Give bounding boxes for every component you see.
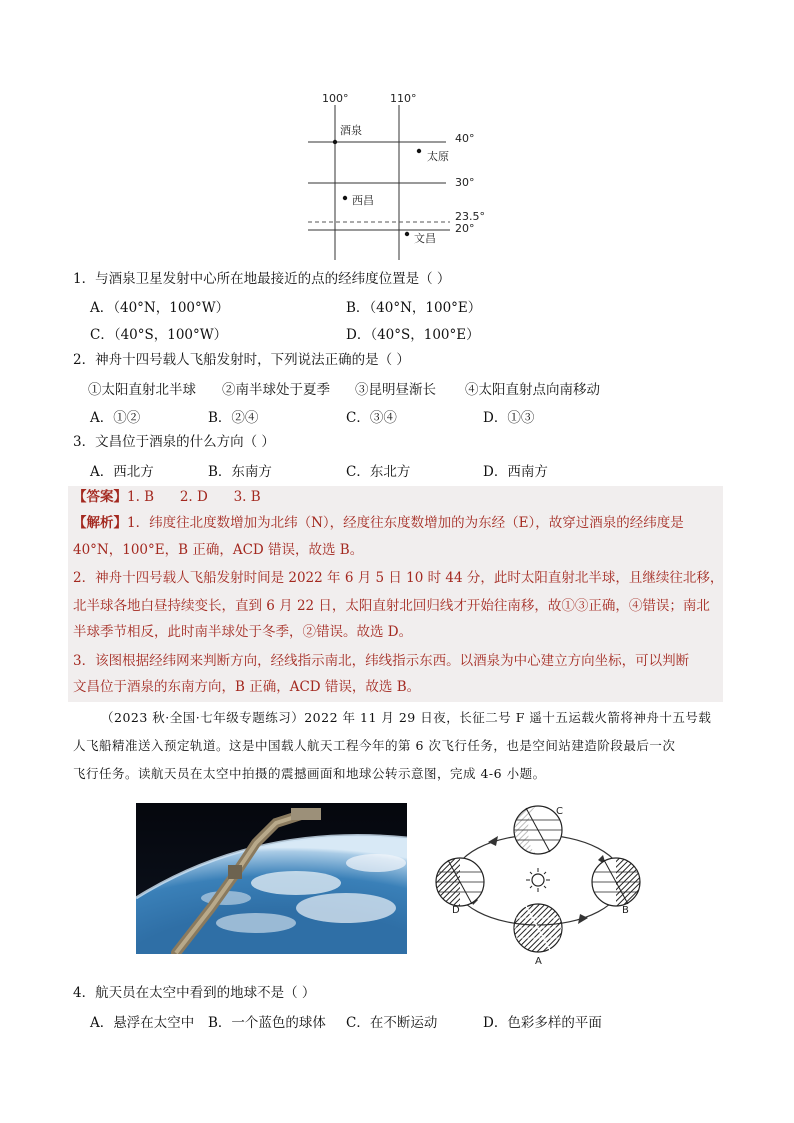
analysis-line-4: 北半球各地白昼持续变长，直到 6 月 22 日，太阳直射北回归线才开始往南移，故①③正确，④错误；南北 xyxy=(73,598,710,614)
space-station-earth-photo xyxy=(136,803,407,954)
analysis-text-1: 1．纬度往北度数增加为北纬（N），经度往东度数增加的为东经（E），故穿过酒泉的经纬度是 xyxy=(127,515,684,531)
q4-option-c: C．在不断运动 xyxy=(346,1015,438,1031)
q4-stem: 4．航天员在太空中看到的地球不是（ ） xyxy=(73,985,316,1001)
q3-option-b: B．东南方 xyxy=(208,464,272,480)
q4-option-d: D．色彩多样的平面 xyxy=(483,1015,602,1031)
taiyuan-dot xyxy=(417,149,421,153)
q4-option-a: A．悬浮在太空中 xyxy=(90,1015,195,1031)
q2-stem: 2．神舟十四号载人飞船发射时，下列说法正确的是（ ） xyxy=(73,352,410,368)
city-xichang: 西昌 xyxy=(352,194,374,207)
analysis-line-1 xyxy=(73,513,684,533)
passage-line-3: 飞行任务。读航天员在太空中拍摄的震撼画面和地球公转示意图，完成 4-6 小题。 xyxy=(73,766,546,781)
q2-option-c: C．③④ xyxy=(346,410,397,426)
lat-label-30: 30° xyxy=(455,176,475,189)
q1-option-c: C．（40°S，100°W） xyxy=(90,327,228,343)
answer-text: 1. B 2. D 3. B xyxy=(127,489,261,505)
q3-option-d: D．西南方 xyxy=(483,464,548,480)
city-jiuquan: 酒泉 xyxy=(340,124,362,137)
lat-label-23-5: 23.5° xyxy=(455,210,485,223)
earth-top xyxy=(514,806,562,854)
analysis-line-5: 半球季节相反，此时南半球处于冬季，②错误。故选 D。 xyxy=(73,624,413,640)
earth-left xyxy=(436,858,484,906)
q2-statement-1: ①太阳直射北半球 xyxy=(88,382,196,398)
q3-option-a: A．西北方 xyxy=(90,464,154,480)
q2-option-a: A．①② xyxy=(90,410,141,426)
q1-option-d: D．（40°S，100°E） xyxy=(346,327,480,343)
sun-icon xyxy=(532,874,544,886)
q2-option-b: B．②④ xyxy=(208,410,259,426)
lon-label-110: 110° xyxy=(390,92,417,105)
city-wenchang: 文昌 xyxy=(414,232,436,245)
passage-line-2: 人飞船精准送入预定轨道。这是中国载人航天工程今年的第 6 次飞行任务，也是空间站建造阶段最后一次 xyxy=(73,738,676,753)
q3-option-c: C．东北方 xyxy=(346,464,411,480)
q2-statement-4: ④太阳直射点向南移动 xyxy=(465,382,600,398)
q1-option-b: B．（40°N，100°E） xyxy=(346,300,482,316)
orbit-label-b: B xyxy=(622,905,629,916)
q2-statement-3: ③昆明昼渐长 xyxy=(355,382,436,398)
earth-revolution-diagram xyxy=(428,800,648,970)
q2-statement-2: ②南半球处于夏季 xyxy=(222,382,330,398)
q3-stem: 3．文昌位于酒泉的什么方向（ ） xyxy=(73,434,275,450)
earth-right xyxy=(592,858,640,906)
analysis-line-7: 文昌位于酒泉的东南方向，B 正确，ACD 错误，故选 B。 xyxy=(73,679,421,695)
q1-stem: 1．与酒泉卫星发射中心所在地最接近的点的经纬度位置是（ ） xyxy=(73,271,451,287)
orbit-label-d: D xyxy=(452,905,460,916)
city-taiyuan: 太原 xyxy=(427,150,449,163)
wenchang-dot xyxy=(405,232,409,236)
passage xyxy=(73,704,723,788)
analysis-line-2: 40°N，100°E，B 正确，ACD 错误，故选 B。 xyxy=(73,542,364,558)
analysis-label: 【解析】 xyxy=(73,515,127,531)
earth-bottom xyxy=(514,904,562,952)
analysis-line-3: 2．神舟十四号载人飞船发射时间是 2022 年 6 月 5 日 10 时 44 分，此时太阳直射北半球，且继续往北移， xyxy=(73,570,724,586)
passage-line-1: （2023 秋·全国·七年级专题练习）2022 年 11 月 29 日夜，长征二号 F 遥十五运载火箭将神舟十五号载 xyxy=(101,710,712,725)
orbit-label-c: C xyxy=(556,806,563,817)
jiuquan-dot xyxy=(333,140,337,144)
q4-option-b: B．一个蓝色的球体 xyxy=(208,1015,326,1031)
orbit-label-a: A xyxy=(535,956,542,967)
xichang-dot xyxy=(343,196,347,200)
q1-option-a: A．（40°N，100°W） xyxy=(90,300,230,316)
q2-option-d: D．①③ xyxy=(483,410,535,426)
lat-label-20: 20° xyxy=(455,222,475,235)
answer-label: 【答案】 xyxy=(73,489,127,505)
answer-line xyxy=(73,487,261,507)
lon-label-100: 100° xyxy=(322,92,349,105)
analysis-line-6: 3．该图根据经纬网来判断方向，经线指示南北，纬线指示东西。以酒泉为中心建立方向坐标，可以判断 xyxy=(73,653,690,669)
lat-label-40: 40° xyxy=(455,132,475,145)
